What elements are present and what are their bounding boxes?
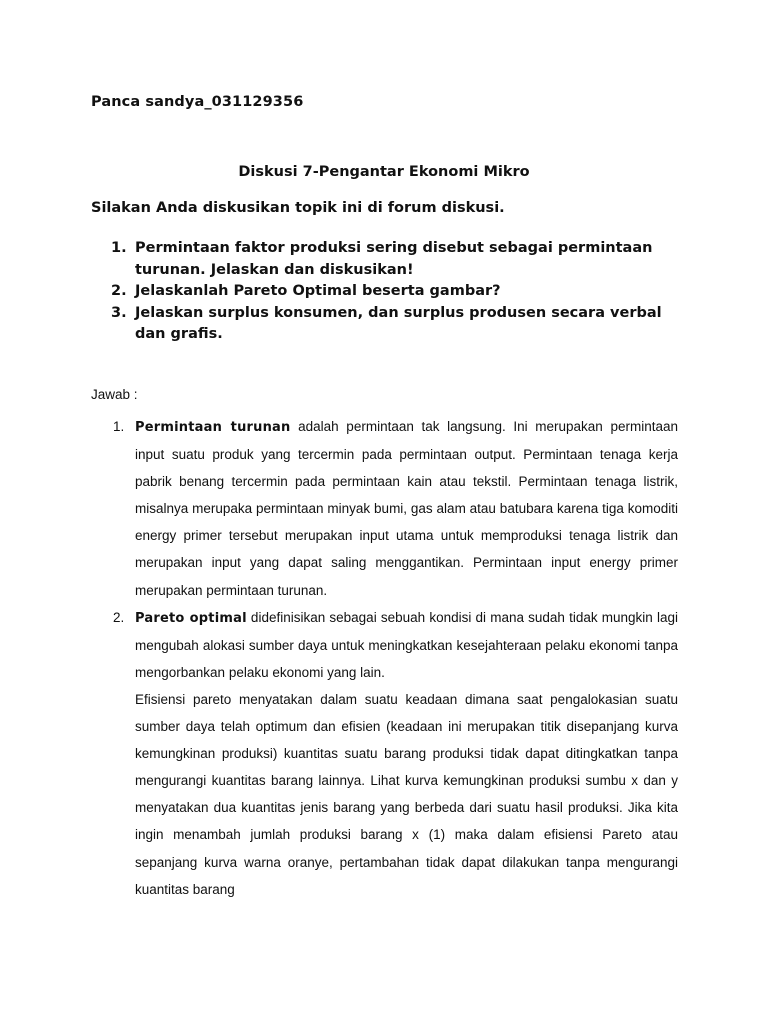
question-number: 1. bbox=[111, 240, 127, 256]
question-number: 2. bbox=[111, 283, 127, 299]
answer-term: Permintaan turunan bbox=[135, 420, 291, 435]
instruction-text: Silakan Anda diskusikan topik ini di forum diskusi. bbox=[91, 200, 505, 216]
question-list bbox=[111, 238, 691, 346]
answer-body: adalah permintaan tak langsung. Ini merupakan permintaan input suatu produk yang tercermin pada permintaan output. Permintaan tenaga kerja pabrik benang tercermin pada permintaan kain atau tekstil. Permintaan tenaga listrik, misalnya merupaka permintaan minyak bumi, gas alam atau batubara karena tiga komoditi energy primer tersebut merupakan input utama untuk memproduksi tenaga listrik dan merupakan input yang dapat saling menggantikan. Permintaan input energy primer merupakan permintaan turunan. bbox=[135, 419, 678, 598]
answer-body: didefinisikan sebagai sebuah kondisi di mana sudah tidak mungkin lagi mengubah alokasi sumber daya untuk meningkatkan kesejahteraan pelaku ekonomi tanpa mengorbankan pelaku ekonomi yang lain. bbox=[135, 609, 678, 680]
question-text: Jelaskanlah Pareto Optimal beserta gambar? bbox=[135, 283, 501, 299]
answer-term: Pareto optimal bbox=[135, 610, 247, 626]
answer-continuation: Efisiensi pareto menyatakan dalam suatu keadaan dimana saat pengalokasian suatu sumber daya telah optimum dan efisien (keadaan ini merupakan titik disepanjang kurva kemungkinan produksi) kuantitas suatu barang produksi tidak dapat ditingkatkan tanpa mengurangi kuantitas barang lainnya. Lihat kurva kemungkinan produksi sumbu x dan y menyatakan dua kuantitas jenis barang yang berbeda dari suatu hasil produksi. Jika kita ingin menambah jumlah produksi barang x (1) maka dalam efisiensi Pareto atau sepanjang kurva warna oranye, pertambahan tidak dapat dilakukan tanpa mengurangi kuantitas barang bbox=[135, 691, 678, 897]
question-item bbox=[111, 238, 691, 281]
answer-item bbox=[113, 413, 678, 604]
answer-paragraph bbox=[135, 604, 678, 686]
answer-label: Jawab : bbox=[91, 387, 138, 402]
answer-number: 2. bbox=[113, 609, 125, 625]
answer-number: 1. bbox=[113, 419, 125, 434]
question-text: Permintaan faktor produksi sering disebut sebagai permintaan turunan. Jelaskan dan diskusikan! bbox=[135, 240, 653, 278]
question-text: Jelaskan surplus konsumen, dan surplus produsen secara verbal dan grafis. bbox=[135, 304, 662, 342]
question-item bbox=[111, 303, 691, 346]
document-title: Diskusi 7-Pengantar Ekonomi Mikro bbox=[238, 164, 530, 180]
author-line: Panca sandya_031129356 bbox=[91, 94, 304, 110]
question-item bbox=[111, 281, 691, 303]
answer-item bbox=[113, 604, 678, 903]
question-number: 3. bbox=[111, 304, 127, 321]
answer-list bbox=[113, 413, 678, 903]
answer-paragraph bbox=[135, 413, 678, 604]
